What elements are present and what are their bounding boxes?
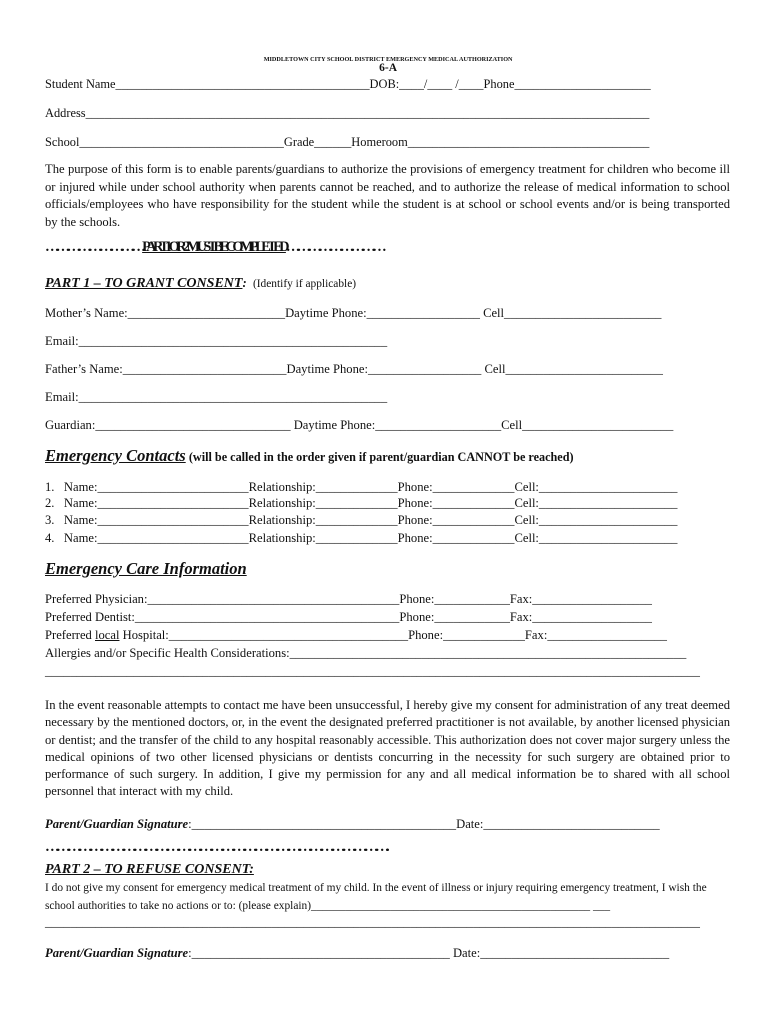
part1-title: PART 1 – TO GRANT CONSENT [45, 276, 243, 291]
part1-heading [45, 277, 356, 291]
emergency-contacts-heading [45, 448, 574, 465]
contact-row[interactable]: 2. Name:________________________Relationship:_____________Phone:_____________Cell:______________________ [45, 496, 678, 510]
hospital-prefix: Preferred [45, 628, 95, 642]
hospital-local: local [95, 628, 120, 642]
preferred-hospital-line[interactable] [45, 629, 667, 642]
part2-refusal-text[interactable]: I do not give my consent for emergency medical treatment of my child. In the event of illness or injury requiring emergency treatment, I wish the school authorities to take no actions or to: (please explain)_________________________________________________ ___ [45, 882, 707, 912]
school-grade-homeroom-line[interactable]: School_________________________________Grade______Homeroom_______________________________________ [45, 135, 650, 149]
must-complete-divider [45, 240, 735, 254]
form-number: 6-A [379, 62, 398, 75]
part2-explain-line[interactable]: ________________________________________________________________________________________________________ [45, 915, 700, 929]
allergies-continuation-line[interactable]: ________________________________________________________________________________________________________ [45, 664, 700, 678]
consent-paragraph: In the event reasonable attempts to contact me have been unsuccessful, I hereby give my consent for administration of any treat deemed necessary by the mentioned doctors, or, in the event the designated preferred practitioner is not available, by another licensed physician or dentist; and the transfer of the child to any hospital reasonably accessible. This authorization does not cover major surgery unless the medical opinions of two other licensed physicians or dentists concurring in the necessity for such surgery are obtained prior to performance of such surgery. In addition, I give my permission for any and all medical information be to shared with all school personnel that interact with my child. [45, 698, 730, 799]
contact-row[interactable]: 4. Name:________________________Relationship:_____________Phone:_____________Cell:______________________ [45, 531, 678, 545]
contact-row[interactable]: 3. Name:________________________Relationship:_____________Phone:_____________Cell:______________________ [45, 513, 678, 527]
emergency-contacts-title: Emergency Contacts [45, 446, 186, 465]
signature-line-part2[interactable] [45, 947, 669, 960]
signature-line-part1[interactable] [45, 818, 660, 831]
address-line[interactable]: Address___________________________________________________________________________________________ [45, 106, 650, 120]
preferred-physician-line[interactable]: Preferred Physician:________________________________________Phone:____________Fax:___________________ [45, 592, 652, 606]
preferred-dentist-line[interactable]: Preferred Dentist:__________________________________________Phone:____________Fax:___________________ [45, 610, 652, 624]
title-text: MIDDLETOWN CITY SCHOOL DISTRICT EMERGENCY MEDICAL AUTHORIZATION [263, 56, 513, 64]
signature-date-fields: :_________________________________________ Date:______________________________ [188, 946, 670, 960]
signature-label: Parent/Guardian Signature [45, 946, 189, 960]
mother-line[interactable]: Mother’s Name:_________________________Daytime Phone:__________________ Cell_________________________ [45, 306, 662, 320]
part2-title: PART 2 – TO REFUSE CONSENT: [45, 862, 254, 877]
care-info-heading [45, 561, 247, 578]
allergies-line[interactable]: Allergies and/or Specific Health Considerations:_______________________________________________________________ [45, 646, 687, 660]
student-name-dob-phone-line[interactable]: Student Name_________________________________________DOB:____/____ /____Phone______________________ [45, 77, 651, 91]
guardian-line[interactable]: Guardian:_______________________________ Daytime Phone:____________________Cell________________________ [45, 418, 674, 432]
mother-email-line[interactable]: Email:_________________________________________________ [45, 334, 388, 348]
signature-date-fields: :__________________________________________Date:____________________________ [188, 817, 660, 831]
emergency-contacts-note: (will be called in the order given if parent/guardian CANNOT be reached) [188, 450, 574, 464]
left-dots: ……………………… [45, 239, 143, 255]
section-dots-divider: …………………………………………………………………………………... [45, 839, 386, 855]
father-line[interactable]: Father’s Name:__________________________Daytime Phone:__________________ Cell_________________________ [45, 362, 663, 376]
right-dots: ……………………… [285, 239, 384, 255]
hospital-suffix: Hospital:______________________________________Phone:_____________Fax:___________________ [119, 628, 667, 642]
contact-row[interactable]: 1. Name:________________________Relationship:_____________Phone:_____________Cell:______________________ [45, 480, 678, 494]
part2-heading [45, 863, 254, 877]
signature-label: Parent/Guardian Signature [45, 817, 189, 831]
part1-colon: : [242, 276, 247, 290]
care-info-title: Emergency Care Information [45, 559, 247, 578]
part1-note: (Identify if applicable) [252, 278, 357, 290]
purpose-paragraph: The purpose of this form is to enable parents/guardians to authorize the provisions of emergency treatment for children who become ill or injured while under school authority when parents cannot be reached, and to authorize the release of medical information to school officials/employees who have responsibility for the student while the student is at school or school events and/or is being transported by the schools. [45, 162, 730, 229]
must-complete-label: PART 1 OR 2 MUST BE COMPLETED [142, 239, 286, 255]
father-email-line[interactable]: Email:_________________________________________________ [45, 390, 388, 404]
